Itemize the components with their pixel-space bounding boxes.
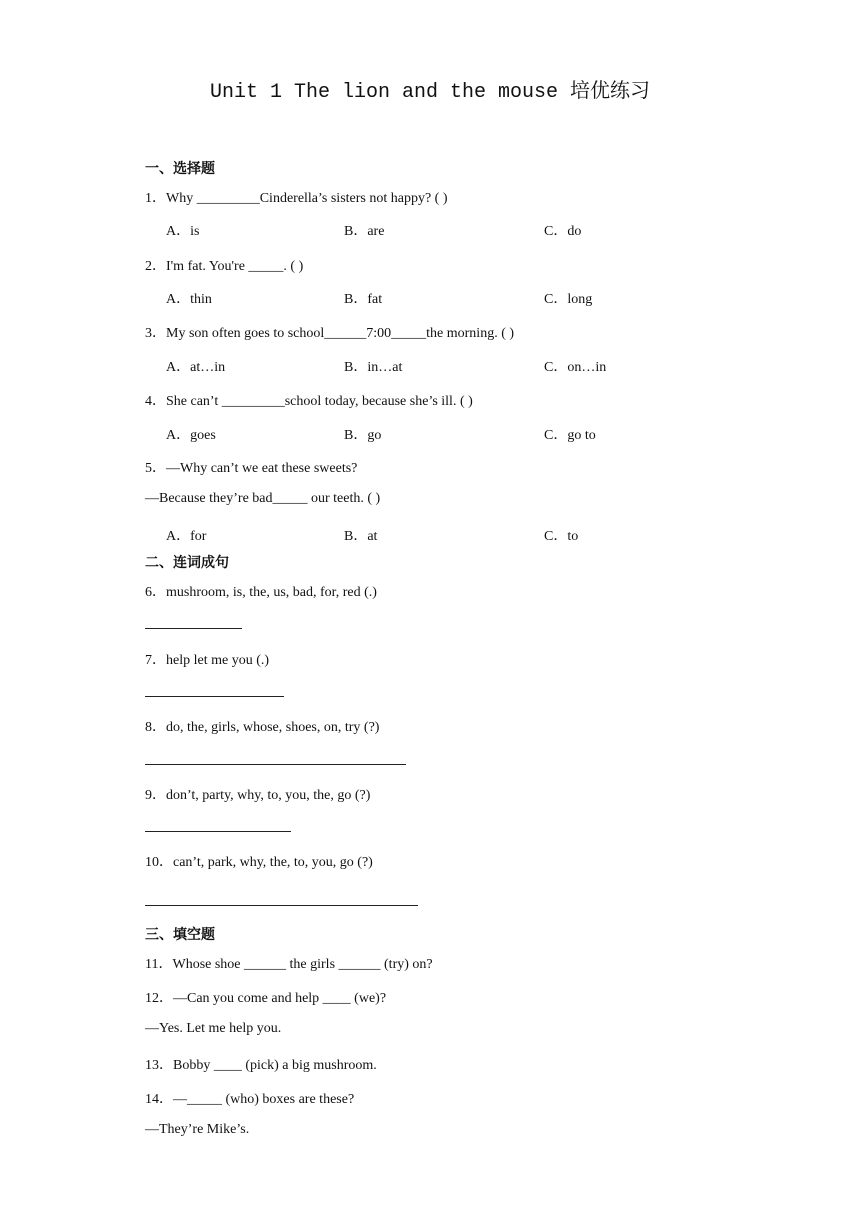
question-5-line-2: —Because they’re bad_____ our teeth. ( ) [145, 491, 381, 506]
section-heading-fill-blank: 三、填空题 [145, 927, 215, 943]
option-a: A．thin [166, 292, 212, 307]
answer-line-7 [145, 696, 284, 697]
question-7: 7．help let me you (.) [145, 653, 270, 668]
question-9: 9．don’t, party, why, to, you, the, go (?) [145, 788, 371, 803]
option-b: B．fat [344, 292, 383, 307]
option-a: A．for [166, 529, 207, 544]
question-2: 2．I'm fat. You're _____. ( ) [145, 259, 304, 274]
question-4: 4．She can’t _________school today, because she’s ill. ( ) [145, 394, 473, 409]
question-10: 10．can’t, park, why, the, to, you, go (?) [145, 855, 373, 870]
question-3: 3．My son often goes to school______7:00_____the morning. ( ) [145, 326, 515, 341]
page-title: Unit 1 The lion and the mouse 培优练习 [209, 81, 651, 104]
question-14-reply: —They’re Mike’s. [145, 1122, 250, 1137]
option-b: B．in…at [344, 360, 403, 375]
question-12: 12．—Can you come and help ____ (we)? [145, 991, 387, 1006]
option-a: A．at…in [166, 360, 226, 375]
question-13: 13．Bobby ____ (pick) a big mushroom. [145, 1058, 377, 1073]
option-c: C．on…in [544, 360, 607, 375]
answer-line-6 [145, 628, 242, 629]
question-14: 14．—_____ (who) boxes are these? [145, 1092, 355, 1107]
option-c: C．go to [544, 428, 596, 443]
answer-line-9 [145, 831, 291, 832]
option-a: A．is [166, 224, 200, 239]
option-c: C．to [544, 529, 579, 544]
question-1: 1．Why _________Cinderella’s sisters not happy? ( ) [145, 191, 448, 206]
option-b: B．at [344, 529, 378, 544]
option-a: A．goes [166, 428, 216, 443]
question-11: 11．Whose shoe ______ the girls ______ (try) on? [145, 957, 433, 972]
option-b: B．go [344, 428, 382, 443]
section-heading-choice: 一、选择题 [145, 161, 215, 177]
question-6: 6．mushroom, is, the, us, bad, for, red (.) [145, 585, 377, 600]
option-b: B．are [344, 224, 385, 239]
answer-line-8 [145, 764, 406, 765]
option-c: C．long [544, 292, 593, 307]
question-5: 5．—Why can’t we eat these sweets? [145, 461, 358, 476]
section-heading-sentence-order: 二、连词成句 [145, 555, 229, 571]
option-c: C．do [544, 224, 582, 239]
answer-line-10 [145, 905, 418, 906]
question-8: 8．do, the, girls, whose, shoes, on, try (?) [145, 720, 380, 735]
question-12-reply: —Yes. Let me help you. [145, 1021, 282, 1036]
